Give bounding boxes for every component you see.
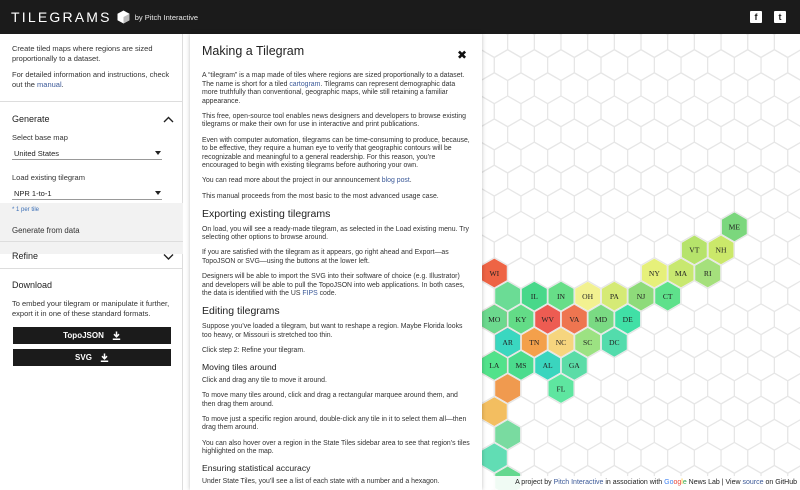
manual-paragraph: Click step 2: Refine your tilegram. — [202, 346, 306, 354]
dropdown-caret-icon — [155, 151, 161, 155]
grid-hex — [615, 34, 641, 57]
credits-footer: A project by Pitch Interactive in association with Google News Lab | View source on GitHub — [482, 476, 800, 490]
close-icon[interactable]: ✖ — [456, 48, 467, 62]
intro-manual-text: For detailed information and instructions, check out the manual. — [12, 70, 170, 89]
hexagon-logo-icon — [117, 10, 130, 24]
grid-hex — [535, 34, 561, 57]
state-tile-label: MO — [488, 315, 501, 324]
download-icon — [100, 353, 109, 362]
state-tile-label: AR — [502, 338, 513, 348]
state-tile-label: AL — [542, 361, 553, 371]
state-tile-label: PA — [609, 291, 619, 301]
chevron-up-icon — [163, 116, 174, 123]
state-tile-label: NJ — [636, 291, 646, 301]
sidebar-intro — [12, 44, 174, 96]
refine-section-header[interactable] — [12, 251, 174, 261]
grid-hex — [668, 34, 694, 57]
state-tile-label: IN — [556, 291, 565, 301]
base-map-select[interactable]: United States — [12, 147, 162, 160]
grid-hex — [721, 34, 747, 57]
app-header — [0, 0, 800, 34]
manual-link[interactable]: manual — [37, 80, 62, 89]
grid-hex — [561, 34, 587, 57]
manual-paragraph: This free, open-source tool enables news designers and developers to browse existing tilegrams or make their own for use in interactive and print publications. — [202, 112, 466, 129]
base-map-label: Select base map — [12, 133, 68, 142]
manual-paragraph: A “tilegram” is a map made of tiles where regions are sized proportionally to a dataset. The name is short for a tiled cartogram. Tilegrams can represent demographic data more truthfully than conventional, geographic maps, while still retaining a familiar appearance. — [202, 72, 465, 105]
cartogram-link[interactable]: cartogram — [289, 80, 321, 88]
twitter-icon[interactable]: t — [774, 11, 786, 23]
logo-byline: by Pitch Interactive — [134, 12, 199, 22]
export-topojson-button[interactable]: TopoJSON — [13, 327, 171, 344]
section-heading-exporting: Exporting existing tilegrams — [202, 207, 331, 220]
state-tile-label: ME — [728, 222, 741, 232]
manual-paragraph: Designers will be able to import the SVG into their software of choice (e.g. Illustrator) and developers will be able to pull the TopoJSON into web applications. In both cases, the data is identified with the US FIPS code. — [202, 273, 465, 298]
section-heading-editing: Editing tilegrams — [202, 305, 280, 318]
facebook-icon[interactable]: f — [750, 11, 762, 23]
manual-paragraph: Suppose you’ve loaded a tilegram, but want to reshape a region. Maybe Florida looks too heavy, or Missouri is stretched too thin. — [202, 323, 463, 339]
manual-paragraph: Even with computer automation, tilegrams can be time-consuming to produce, because, to be effective, they require a human eye to verify that geographic contours will be recognizable and meaningful to a general readership. For this reason, you’re encouraged to begin with existing tilegrams before authoring your own. — [202, 136, 470, 170]
generate-section-header[interactable] — [12, 114, 174, 124]
divider — [0, 241, 183, 242]
sidebar — [0, 34, 183, 490]
grid-hex — [482, 142, 494, 172]
state-tile-label: MS — [515, 361, 527, 371]
download-description: To embed your tilegram or manipulate it further, export it in one of these standard formats. — [12, 299, 170, 318]
app-logo[interactable]: TILEGRAMS — [11, 9, 112, 25]
dropdown-caret-icon — [155, 191, 161, 195]
grid-hex — [641, 34, 667, 57]
load-existing-note: * 1 per tile — [12, 207, 40, 213]
download-icon — [112, 331, 121, 340]
refine-heading: Refine — [12, 251, 39, 261]
state-tile-label: MD — [594, 315, 608, 324]
grid-hex — [788, 420, 800, 450]
load-existing-select[interactable]: NPR 1-to-1 — [12, 187, 162, 200]
grid-hex — [482, 96, 494, 126]
state-tile-label: LA — [489, 361, 500, 371]
download-section-header — [12, 280, 174, 290]
manual-paragraph: Click and drag any tile to move it around. — [202, 377, 327, 385]
manual-title: Making a Tilegram — [202, 44, 305, 58]
state-tile-label: DE — [622, 315, 633, 324]
section-heading-moving-tiles: Moving tiles around — [202, 362, 277, 373]
grid-hex — [788, 235, 800, 265]
load-existing-label: Load existing tilegram — [12, 173, 85, 182]
state-tile-label: FL — [556, 384, 566, 394]
state-tile-label: IL — [530, 291, 538, 301]
grid-hex — [788, 373, 800, 403]
grid-hex — [508, 34, 534, 57]
manual-paragraph: This manual proceeds from the most basic to the most advanced usage case. — [202, 192, 439, 200]
state-tile-label: RI — [703, 268, 712, 278]
fips-link[interactable]: FIPS — [302, 290, 318, 298]
state-tile-label: NY — [648, 268, 660, 278]
manual-paragraph: Under State Tiles, you’ll see a list of each state with a number and a hexagon. — [202, 478, 440, 486]
divider — [0, 101, 183, 102]
pitch-interactive-link[interactable]: Pitch Interactive — [553, 479, 604, 486]
grid-hex — [788, 327, 800, 357]
chevron-down-icon — [163, 253, 174, 260]
grid-hex — [788, 189, 800, 219]
grid-hex — [748, 34, 774, 57]
state-tile-label: SC — [583, 338, 593, 348]
intro-text: Create tiled maps where regions are sized proportionally to a dataset. — [12, 44, 153, 63]
grid-hex — [788, 142, 800, 172]
social-links — [750, 11, 786, 23]
state-tile-label: VT — [689, 245, 700, 255]
grid-hex — [482, 34, 507, 57]
manual-modal — [190, 34, 482, 490]
grid-hex — [588, 34, 614, 57]
state-tile-label: KY — [515, 315, 527, 324]
state-tile-label: MA — [674, 268, 688, 278]
grid-hex — [482, 189, 494, 219]
state-tile-label: OH — [582, 291, 594, 301]
manual-paragraph: To move many tiles around, click and drag a rectangular marquee around them, and then drag them around. — [202, 392, 458, 408]
state-tile-label: NH — [715, 245, 727, 255]
grid-hex — [788, 281, 800, 311]
grid-hex — [788, 50, 800, 80]
divider — [0, 268, 183, 269]
download-heading: Download — [12, 280, 53, 290]
tilegram-map-canvas[interactable] — [482, 34, 800, 490]
manual-paragraph: You can also hover over a region in the State Tiles sidebar area to see that region’s tiles highlighted on the map. — [202, 439, 470, 456]
state-tile-label: CT — [662, 291, 673, 301]
tilegram-map[interactable] — [482, 34, 800, 490]
grid-hex — [695, 34, 721, 57]
generate-from-data-option[interactable]: Generate from data — [12, 226, 80, 235]
manual-paragraph: To move just a specific region around, double-click any tile in it to select them all—then drag them around. — [202, 415, 467, 432]
manual-paragraph: You can read more about the project in our announcement blog post. — [202, 177, 412, 185]
manual-paragraph: On load, you will see a ready-made tilegram, as selected in the Load existing menu. Try selecting other options to browse around. — [202, 225, 469, 242]
section-heading-statistical-accuracy: Ensuring statistical accuracy — [202, 463, 311, 474]
state-tile-label: VA — [569, 315, 580, 324]
manual-content — [202, 44, 470, 490]
state-tile-label: WV — [541, 315, 554, 324]
generate-heading: Generate — [12, 114, 50, 124]
state-tile-label: GA — [568, 361, 580, 371]
source-link[interactable]: source — [742, 479, 764, 486]
state-tile-label: NC — [555, 338, 567, 348]
manual-paragraph: If you are satisfied with the tilegram as it appears, go right ahead and Export—as TopoJSON or SVG—using the buttons at the lower left. — [202, 249, 449, 265]
state-tile-label: TN — [529, 338, 540, 348]
grid-hex — [775, 34, 800, 57]
state-tile-label: DC — [609, 338, 620, 348]
state-tile-label: WI — [489, 268, 500, 278]
blog-post-link[interactable]: blog post — [381, 177, 410, 185]
google-logo: Go — [664, 479, 674, 486]
export-svg-button[interactable]: SVG — [13, 349, 171, 366]
grid-hex — [788, 96, 800, 126]
grid-hex — [482, 50, 494, 80]
